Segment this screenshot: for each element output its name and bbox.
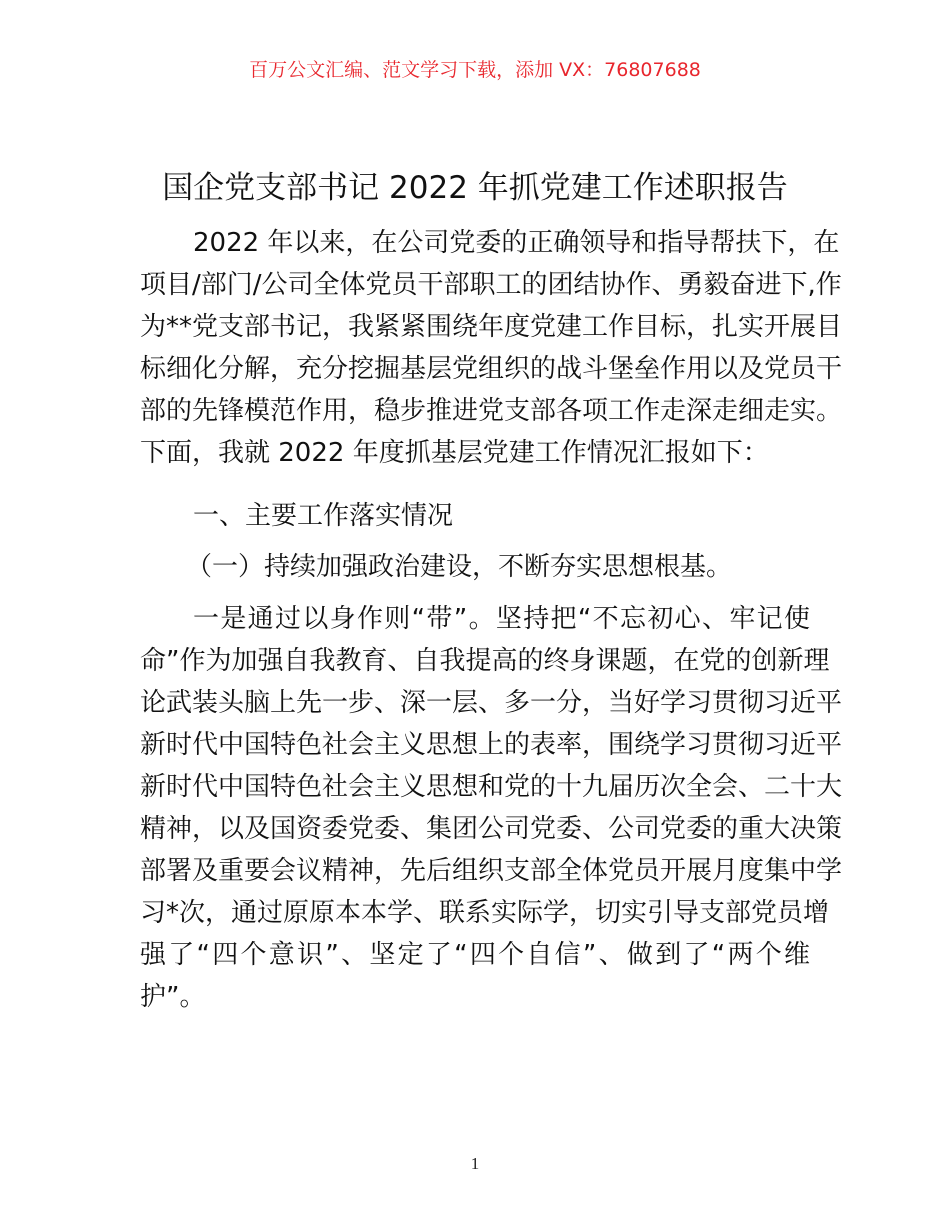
text-line: 护”。	[140, 982, 206, 1012]
text-line: 部的先锋模范作用，稳步推进党支部各项工作走深走细走实。	[140, 396, 843, 426]
text-line: 下面，我就 2022 年度抓基层党建工作情况汇报如下：	[140, 438, 769, 468]
document-title: 国企党支部书记 2022 年抓党建工作述职报告	[162, 170, 788, 206]
section-heading: 一、主要工作落实情况	[193, 501, 454, 531]
text-line: 习*次，通过原原本本学、联系实际学，切实引导支部党员增	[140, 898, 830, 928]
text-line: 新时代中国特色社会主义思想上的表率，围绕学习贯彻习近平	[140, 730, 843, 760]
text-line: 标细化分解，充分挖掘基层党组织的战斗堡垒作用以及党员干	[140, 354, 843, 384]
text-line: 部署及重要会议精神，先后组织支部全体党员开展月度集中学	[140, 856, 843, 886]
text-line: 强了“四个意识”、坚定了“四个自信”、做到了“两个维	[140, 940, 810, 970]
text-line: 一是通过以身作则“带”。坚持把“不忘初心、牢记使	[193, 604, 810, 634]
text-line: 为**党支部书记，我紧紧围绕年度党建工作目标，扎实开展目	[140, 312, 843, 342]
text-line: 2022 年以来，在公司党委的正确领导和指导帮扶下，在	[193, 228, 840, 258]
text-line: 项目/部门/公司全体党员干部职工的团结协作、勇毅奋进下,作	[140, 270, 842, 300]
text-line: 命”作为加强自我教育、自我提高的终身课题，在党的创新理	[140, 646, 830, 676]
text-line: 论武装头脑上先一步、深一层、多一分，当好学习贯彻习近平	[140, 688, 843, 718]
header-banner: 百万公文汇编、范文学习下载，添加 VX：76807688	[249, 59, 701, 81]
text-line: 新时代中国特色社会主义思想和党的十九届历次全会、二十大	[140, 772, 843, 802]
text-line: 精神，以及国资委党委、集团公司党委、公司党委的重大决策	[140, 814, 843, 844]
page-number: 1	[470, 1154, 480, 1173]
subsection-heading: （一）持续加强政治建设，不断夯实思想根基。	[186, 552, 733, 582]
